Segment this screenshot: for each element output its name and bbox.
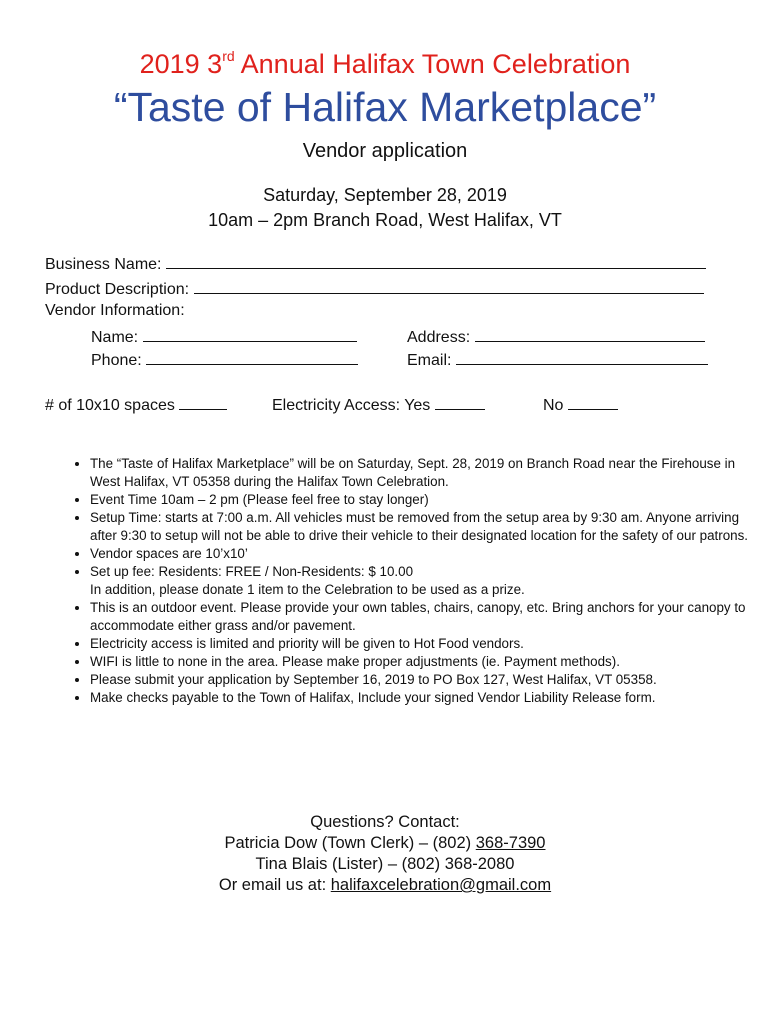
contact-email-prefix: Or email us at:	[218, 876, 331, 894]
business-name-field[interactable]	[166, 254, 706, 269]
contact-block	[0, 812, 770, 896]
electricity-yes-field[interactable]	[435, 395, 485, 410]
list-item: • Event Time 10am – 2 pm (Please feel free to stay longer)	[90, 491, 750, 509]
product-description-label: Product Description:	[45, 281, 190, 298]
product-description-field[interactable]	[194, 279, 704, 294]
list-item: • This is an outdoor event. Please provide your own tables, chairs, canopy, etc. Bring anchors for your canopy to accommodate either grass and/or pavement.	[90, 599, 750, 635]
business-name-row	[45, 254, 706, 274]
contact-heading: Questions? Contact:	[310, 813, 460, 831]
contact-email-line	[0, 875, 770, 896]
list-item: • Setup Time: starts at 7:00 a.m. All vehicles must be removed from the setup area by 9:30 am. Anyone arriving after 9:30 to setup will not be able to drive their vehicle to their designated location for the safety of our patrons.	[90, 509, 750, 545]
spaces-label: # of 10x10 spaces	[45, 397, 175, 414]
business-name-label: Business Name:	[45, 256, 162, 273]
contact-person-1-phone-link[interactable]: 368-7390	[475, 834, 546, 852]
list-item: • Electricity access is limited and priority will be given to Hot Food vendors.	[90, 635, 750, 653]
contact-person-1-text: Patricia Dow (Town Clerk) – (802)	[224, 834, 476, 852]
vendor-email-field[interactable]	[456, 350, 708, 365]
list-item: • Vendor spaces are 10’x10’	[90, 545, 750, 563]
product-description-row	[45, 279, 704, 299]
spaces-field[interactable]	[179, 395, 227, 410]
list-item: • WIFI is little to none in the area. Please make proper adjustments (ie. Payment methods).	[90, 653, 750, 671]
electricity-no-label: No	[543, 397, 564, 414]
vendor-email-row	[407, 350, 708, 370]
marketplace-title: “Taste of Halifax Marketplace”	[113, 84, 657, 130]
event-title-superscript: rd	[222, 48, 235, 64]
list-item: • Set up fee: Residents: FREE / Non-Residents: $ 10.00 In addition, please donate 1 item to the Celebration to be used as a prize.	[90, 563, 750, 599]
vendor-phone-label: Phone:	[91, 352, 142, 369]
event-date: Saturday, September 28, 2019	[263, 185, 507, 205]
info-bullet-list	[69, 455, 750, 707]
vendor-name-row	[91, 327, 357, 347]
vendor-information-label: Vendor Information:	[45, 302, 185, 319]
event-time-location: 10am – 2pm Branch Road, West Halifax, VT	[208, 210, 562, 230]
vendor-name-field[interactable]	[143, 327, 357, 342]
list-item: • Please submit your application by September 16, 2019 to PO Box 127, West Halifax, VT 05358.	[90, 671, 750, 689]
contact-email-link[interactable]: halifaxcelebration@gmail.com	[330, 876, 552, 894]
electricity-no-field[interactable]	[568, 395, 618, 410]
list-item: • Make checks payable to the Town of Halifax, Include your signed Vendor Liability Release form.	[90, 689, 750, 707]
vendor-name-label: Name:	[91, 329, 139, 346]
vendor-address-label: Address:	[407, 329, 471, 346]
vendor-address-field[interactable]	[475, 327, 705, 342]
vendor-email-label: Email:	[407, 352, 452, 369]
list-item: • The “Taste of Halifax Marketplace” will be on Saturday, Sept. 28, 2019 on Branch Road near the Firehouse in West Halifax, VT 05358 during the Halifax Town Celebration.	[90, 455, 750, 491]
event-title-prefix: 2019 3	[139, 49, 223, 79]
contact-person-1	[0, 833, 770, 854]
vendor-phone-field[interactable]	[146, 350, 358, 365]
spaces-row	[45, 395, 227, 415]
event-title	[0, 48, 770, 80]
electricity-yes-label: Electricity Access: Yes	[272, 397, 431, 414]
electricity-no-row	[543, 395, 618, 415]
contact-person-2: Tina Blais (Lister) – (802) 368-2080	[255, 855, 515, 873]
form-name: Vendor application	[302, 140, 468, 162]
electricity-yes-row	[272, 395, 485, 415]
vendor-phone-row	[91, 350, 358, 370]
event-title-suffix: Annual Halifax Town Celebration	[234, 49, 631, 79]
vendor-address-row	[407, 327, 705, 347]
